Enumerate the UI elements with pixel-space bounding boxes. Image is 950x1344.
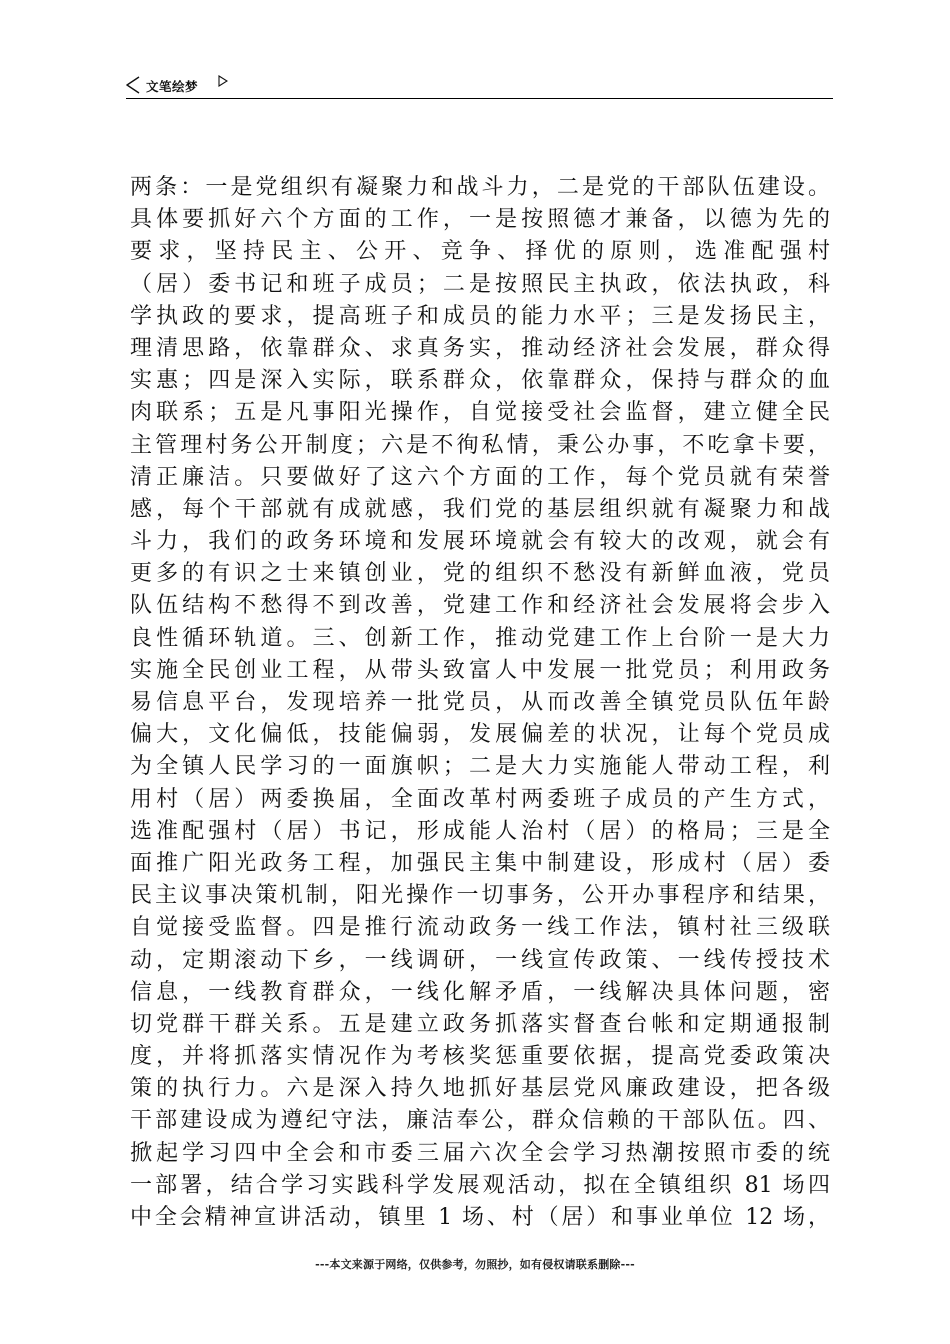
text-line: 民主议事决策机制，阳光操作一切事务，公开办事程序和结果， (130, 883, 830, 909)
text-line: 偏大，文化偏低，技能偏弱，发展偏差的状况，让每个党员成 (130, 722, 830, 748)
text-line: 学执政的要求，提高班子和成员的能力水平；三是发扬民主， (130, 303, 830, 329)
text-line: 自觉接受监督。四是推行流动政务一线工作法，镇村社三级联 (130, 915, 830, 941)
text-line: 为全镇人民学习的一面旗帜；二是大力实施能人带动工程，利 (130, 754, 830, 780)
text-line: 具体要抓好六个方面的工作，一是按照德才兼备，以德为先的 (130, 207, 830, 233)
text-line: 两条：一是党组织有凝聚力和战斗力，二是党的干部队伍建设。 (130, 175, 830, 200)
text-line: 实惠；四是深入实际，联系群众，依靠群众，保持与群众的血 (130, 368, 830, 394)
page-header (126, 74, 833, 99)
text-line: 一部署，结合学习实践科学发展观活动，拟在全镇组织 81 场四 (130, 1172, 830, 1198)
right-triangle-icon (218, 75, 228, 87)
text-line: （居）委书记和班子成员；二是按照民主执政，依法执政，科 (130, 271, 830, 297)
body-text (130, 172, 830, 1234)
text-line: 感，每个干部就有成就感，我们党的基层组织就有凝聚力和战 (130, 496, 830, 522)
text-line: 信息，一线教育群众，一线化解矛盾，一线解决具体问题，密 (130, 979, 830, 1005)
text-line: 斗力，我们的政务环境和发展环境就会有较大的改观，就会有 (130, 529, 830, 555)
text-line: 用村（居）两委换届，全面改革村两委班子成员的产生方式， (130, 786, 830, 812)
text-line: 策的执行力。六是深入持久地抓好基层党风廉政建设，把各级 (130, 1076, 830, 1102)
text-line: 干部建设成为遵纪守法，廉洁奉公，群众信赖的干部队伍。四、 (130, 1108, 830, 1134)
footer-disclaimer: ---本文来源于网络，仅供参考，勿照抄，如有侵权请联系删除--- (315, 1258, 635, 1271)
text-line: 良性循环轨道。三、创新工作，推动党建工作上台阶一是大力 (130, 625, 830, 651)
text-line: 主管理村务公开制度；六是不徇私情，秉公办事，不吃拿卡要， (130, 432, 830, 458)
text-line: 动，定期滚动下乡，一线调研，一线宣传政策、一线传授技术 (130, 947, 830, 973)
text-line: 更多的有识之士来镇创业，党的组织不愁没有新鲜血液，党员 (130, 561, 830, 587)
text-line: 易信息平台，发现培养一批党员，从而改善全镇党员队伍年龄 (130, 690, 830, 715)
text-line: 选准配强村（居）书记，形成能人治村（居）的格局；三是全 (130, 818, 830, 844)
text-line: 面推广阳光政务工程，加强民主集中制建设，形成村（居）委 (130, 850, 830, 876)
text-line: 要求，坚持民主、公开、竞争、择优的原则，选准配强村 (130, 239, 830, 265)
text-line: 度，并将抓落实情况作为考核奖惩重要依据，提高党委政策决 (130, 1044, 830, 1070)
text-line: 掀起学习四中全会和市委三届六次全会学习热潮按照市委的统 (130, 1140, 830, 1166)
header-title: 文笔绘梦 (146, 79, 199, 94)
text-line: 实施全民创业工程，从带头致富人中发展一批党员；利用政务 (130, 657, 830, 683)
text-line: 队伍结构不愁得不到改善，党建工作和经济社会发展将会步入 (130, 593, 830, 619)
text-line: 理清思路，依靠群众、求真务实，推动经济社会发展，群众得 (130, 335, 830, 361)
text-line: 切党群干群关系。五是建立政务抓落实督查台帐和定期通报制 (130, 1011, 830, 1037)
left-triangle-icon (126, 76, 140, 94)
text-line: 中全会精神宣讲活动，镇里 1 场、村（居）和事业单位 12 场， (130, 1205, 830, 1230)
text-line: 清正廉洁。只要做好了这六个方面的工作，每个党员就有荣誉 (130, 464, 830, 490)
text-line: 肉联系；五是凡事阳光操作，自觉接受社会监督，建立健全民 (130, 400, 830, 426)
